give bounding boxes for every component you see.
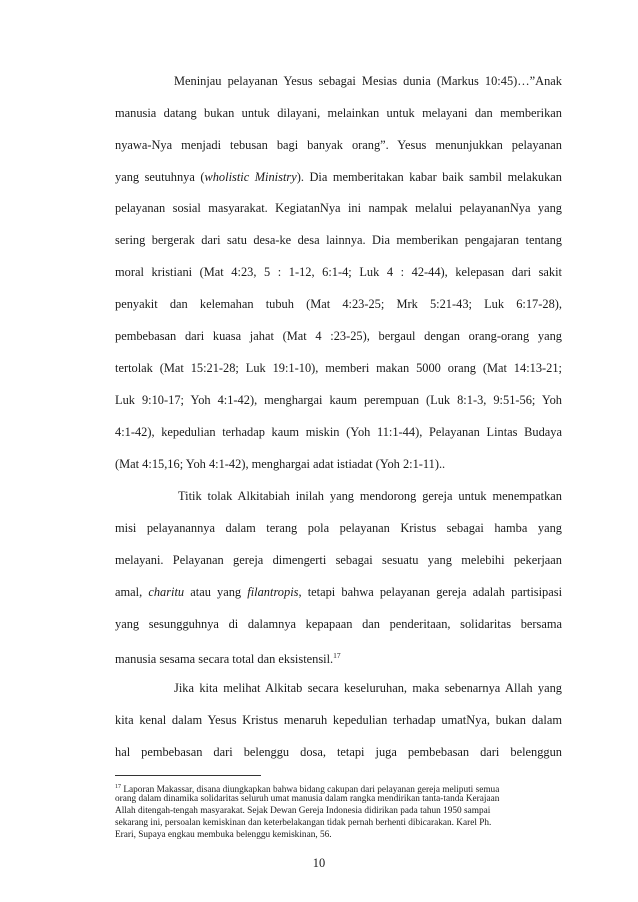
paragraph-line: sering bergerak dari satu desa-ke desa lainnya. Dia memberikan pengajaran tentang bbox=[115, 233, 562, 247]
paragraph-line: moral kristiani (Mat 4:23, 5 : 1-12, 6:1-4; Luk 4 : 42-44), kelepasan dari sakit bbox=[115, 265, 562, 279]
paragraph-line: 4:1-42), kepedulian terhadap kaum miskin (Yoh 11:1-44), Pelayanan Lintas Budaya bbox=[115, 425, 562, 439]
paragraph-line: pelayanan sosial masyarakat. KegiatanNya ini nampak melalui pelayananNya yang bbox=[115, 201, 562, 215]
paragraph-line: penyakit dan kelemahan tubuh (Mat 4:23-25; Mrk 5:21-43; Luk 6:17-28), bbox=[115, 297, 562, 311]
footnote-reference[interactable]: 17 bbox=[333, 651, 341, 660]
paragraph-line: Titik tolak Alkitabiah inilah yang mendorong gereja untuk menempatkan bbox=[178, 489, 562, 503]
paragraph-line: yang seutuhnya (wholistic Ministry). Dia memberitakan kabar baik sambil melakukan bbox=[115, 170, 562, 184]
paragraph-line: melayani. Pelayanan gereja dimengerti sebagai sesuatu yang melebihi pekerjaan bbox=[115, 553, 562, 567]
paragraph-line: nyawa-Nya menjadi tebusan bagi banyak orang”. Yesus menunjukkan pelayanan bbox=[115, 138, 562, 152]
page-number: 10 bbox=[312, 856, 326, 870]
paragraph-line: manusia sesama secara total dan eksistensil.$^{17}$ bbox=[115, 651, 341, 666]
footnote-line: Erari, Supaya engkau membuka belenggu kemiskinan, 56. bbox=[115, 830, 332, 840]
paragraph-line: pembebasan dari kuasa jahat (Mat 4 :23-25), bergaul dengan orang-orang yang bbox=[115, 329, 562, 343]
paragraph-line: manusia datang bukan untuk dilayani, melainkan untuk melayani dan memberikan bbox=[115, 106, 562, 120]
paragraph-line: tertolak (Mat 15:21-28; Luk 19:1-10), memberi makan 5000 orang (Mat 14:13-21; bbox=[115, 361, 562, 375]
paragraph-line: kita kenal dalam Yesus Kristus menaruh kepedulian terhadap umatNya, bukan dalam bbox=[115, 713, 562, 727]
footnote-line: sekarang ini, persoalan kemiskinan dan keterbelakangan tidak pernah berhenti dibicarakan. Karel Ph. bbox=[115, 818, 492, 828]
paragraph-line: yang sesungguhnya di dalamnya kepapaan dan penderitaan, solidaritas bersama bbox=[115, 617, 562, 631]
paragraph-line: amal, charitu atau yang filantropis, tetapi bahwa pelayanan gereja adalah partisipasi bbox=[115, 585, 563, 599]
footnote-line: Allah ditengah-tengah masyarakat. Sejak Dewan Gereja Indonesia didirikan pada tahun 1950 sampai bbox=[115, 806, 491, 816]
footnote-line: orang dalam dinamika solidaritas seluruh umat manusia dalam rangka mendirikan tanta-tanda Kerajaan bbox=[115, 794, 500, 804]
footnote-number: 17 bbox=[115, 784, 121, 790]
paragraph-line: Meninjau pelayanan Yesus sebagai Mesias dunia (Markus 10:45)…”Anak bbox=[174, 74, 562, 88]
footnote-separator bbox=[115, 775, 261, 776]
footnote-line: $^{17}$ Laporan Makassar, disana diungkapkan bahwa bidang cakupan dari pelayanan gereja meliputi semua bbox=[115, 784, 500, 795]
paragraph-line: hal pembebasan dari belenggu dosa, tetapi juga pembebasan dari belenggun bbox=[115, 745, 562, 759]
paragraph-line: Jika kita melihat Alkitab secara keseluruhan, maka sebenarnya Allah yang bbox=[174, 681, 562, 695]
paragraph-line: (Mat 4:15,16; Yoh 4:1-42), menghargai adat istiadat (Yoh 2:1-11).. bbox=[115, 457, 446, 471]
paragraph-line: misi pelayanannya dalam terang pola pelayanan Kristus sebagai hamba yang bbox=[115, 521, 562, 535]
paragraph-line: Luk 9:10-17; Yoh 4:1-42), menghargai kaum perempuan (Luk 8:1-3, 9:51-56; Yoh bbox=[115, 393, 562, 407]
